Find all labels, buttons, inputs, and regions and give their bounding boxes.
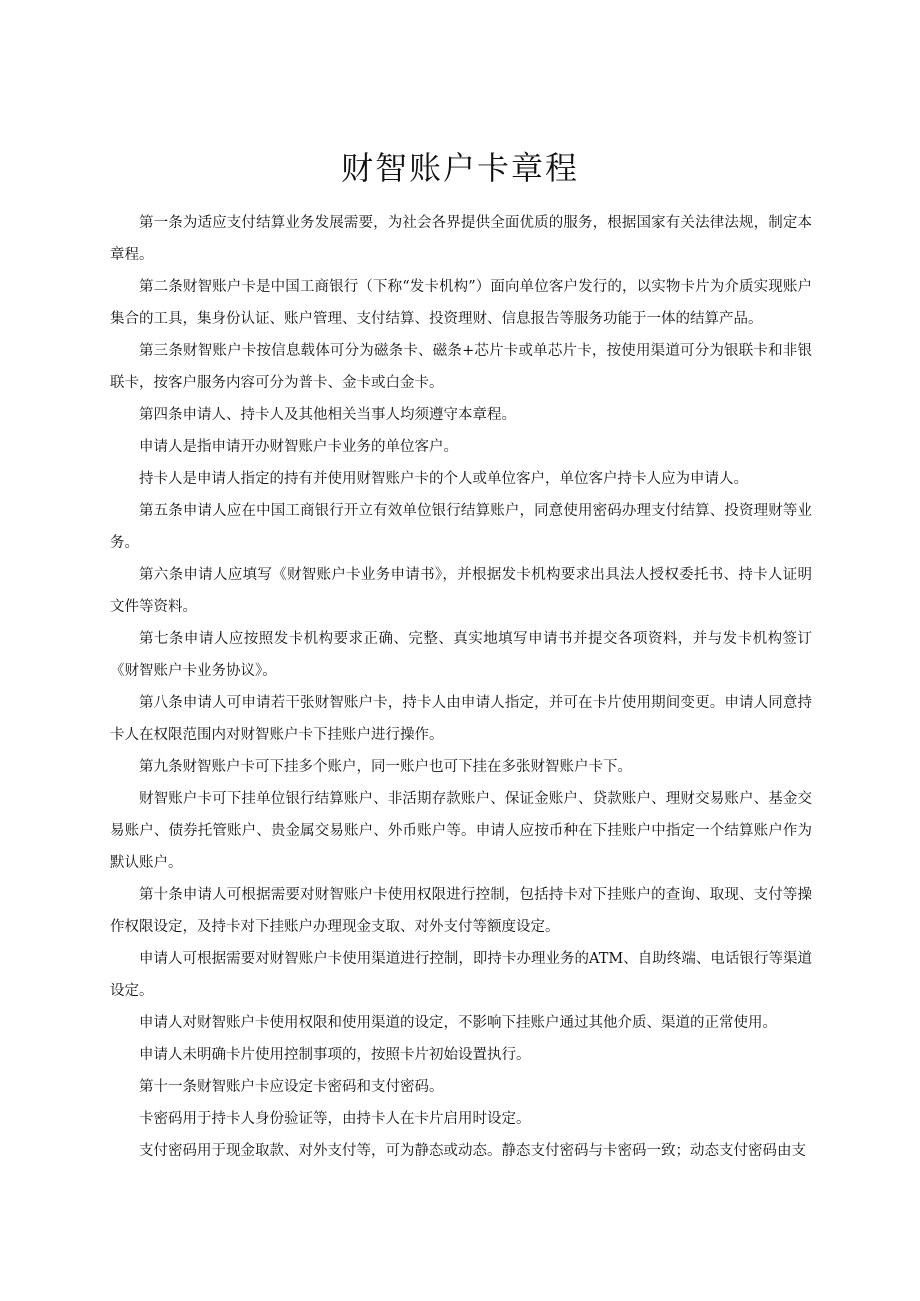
paragraph-article-5: 第五条申请人应在中国工商银行开立有效单位银行结算账户，同意使用密码办理支付结算、投资理财等业务。 [110,503,812,551]
paragraph-settings-effect: 申请人对财智账户卡使用权限和使用渠道的设定，不影响下挂账户通过其他介质、渠道的正常使用。 [139,1015,777,1031]
paragraph-default-settings: 申请人未明确卡片使用控制事项的，按照卡片初始设置执行。 [139,1047,531,1063]
paragraph-applicant-definition: 申请人是指申请开办财智账户卡业务的单位客户。 [139,439,458,455]
paragraph-article-6: 第六条申请人应填写《财智账户卡业务申请书》，并根据发卡机构要求出具法人授权委托书、持卡人证明文件等资料。 [110,567,812,615]
paragraph-channel-control: 申请人可根据需要对财智账户卡使用渠道进行控制，即持卡办理业务的ATM、自助终端、电话银行等渠道设定。 [110,951,812,999]
paragraph-article-4: 第四条申请人、持卡人及其他相关当事人均须遵守本章程。 [139,407,516,423]
paragraph-article-3: 第三条财智账户卡按信息载体可分为磁条卡、磁条+芯片卡或单芯片卡，按使用渠道可分为银联卡和非银联卡，按客户服务内容可分为普卡、金卡或白金卡。 [110,343,812,391]
paragraph-article-11: 第十一条财智账户卡应设定卡密码和支付密码。 [139,1079,444,1095]
paragraph-article-9: 第九条财智账户卡可下挂多个账户，同一账户也可下挂在多张财智账户卡下。 [139,759,632,775]
document-title: 财智账户卡章程 [340,149,579,187]
paragraph-cardholder-definition: 持卡人是申请人指定的持有并使用财智账户卡的个人或单位客户，单位客户持卡人应为申请人。 [139,471,748,487]
paragraph-article-10: 第十条申请人可根据需要对财智账户卡使用权限进行控制，包括持卡对下挂账户的查询、取现、支付等操作权限设定，及持卡对下挂账户办理现金支取、对外支付等额度设定。 [110,887,812,935]
paragraph-article-2: 第二条财智账户卡是中国工商银行（下称“发卡机构”）面向单位客户发行的，以实物卡片为介质实现账户集合的工具，集身份认证、账户管理、支付结算、投资理财、信息报告等服务功能于一体的结算产品。 [110,279,812,327]
paragraph-card-password: 卡密码用于持卡人身份验证等，由持卡人在卡片启用时设定。 [139,1111,531,1127]
paragraph-article-7: 第七条申请人应按照发卡机构要求正确、完整、真实地填写申请书并提交各项资料，并与发卡机构签订《财智账户卡业务协议》。 [110,631,812,679]
document-body [110,207,812,1167]
paragraph-article-1: 第一条为适应支付结算业务发展需要，为社会各界提供全面优质的服务，根据国家有关法律法规，制定本章程。 [110,215,812,263]
paragraph-article-8: 第八条申请人可申请若干张财智账户卡，持卡人由申请人指定，并可在卡片使用期间变更。申请人同意持卡人在权限范围内对财智账户卡下挂账户进行操作。 [110,695,812,743]
paragraph-payment-password: 支付密码用于现金取款、对外支付等，可为静态或动态。静态支付密码与卡密码一致；动态支付密码由支 [139,1143,806,1159]
paragraph-linked-accounts: 财智账户卡可下挂单位银行结算账户、非活期存款账户、保证金账户、贷款账户、理财交易账户、基金交易账户、债券托管账户、贵金属交易账户、外币账户等。申请人应按币种在下挂账户中指定一个结算账户作为默认账户。 [110,791,812,871]
